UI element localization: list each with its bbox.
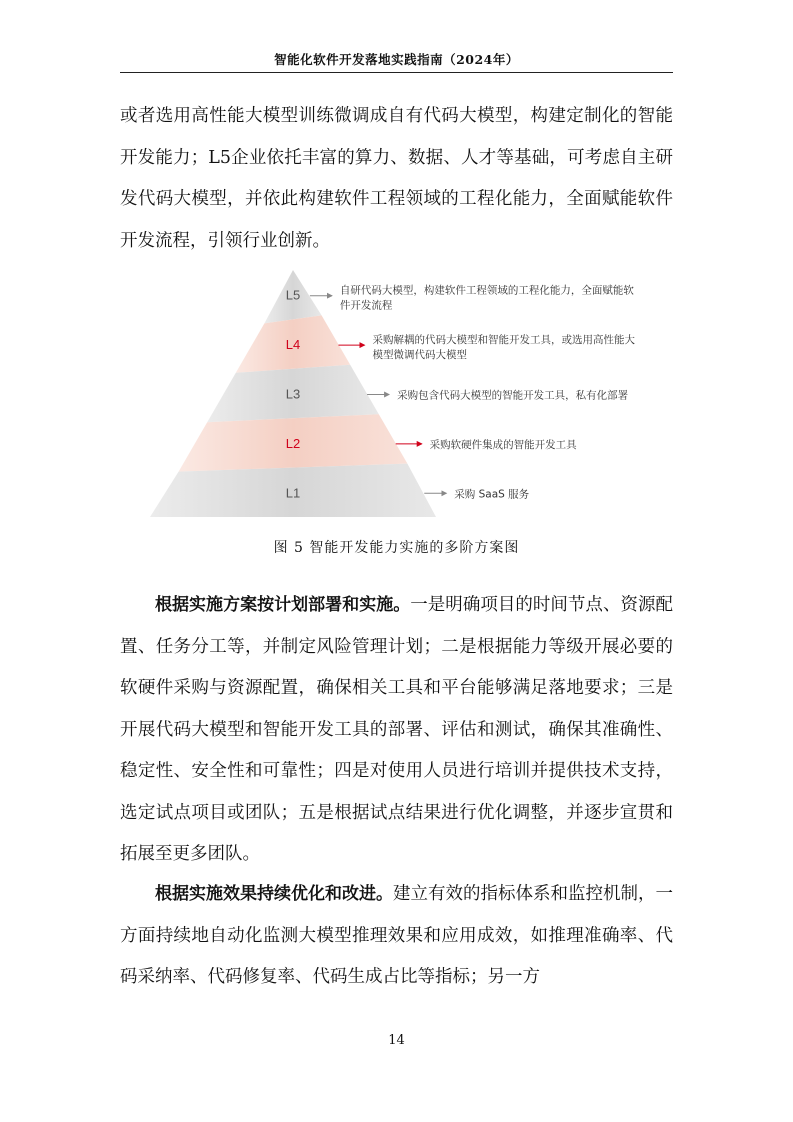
- pyramid-figure: [150, 262, 670, 522]
- pyramid-desc-l1: 采购 SaaS 服务: [454, 488, 530, 501]
- pyramid-level-label-l5: L5: [285, 287, 301, 303]
- paragraph-intro: 或者选用高性能大模型训练微调成自有代码大模型，构建定制化的智能开发能力；L5企业依托丰富的算力、数据、人才等基础，可考虑自主研发代码大模型，并依此构建软件工程领域的工程化能力，全面赋能软件开发流程，引领行业创新。: [120, 106, 673, 251]
- figure-caption: 图 5 智能开发能力实施的多阶方案图: [273, 540, 520, 556]
- pyramid-desc-l3: 采购包含代码大模型的智能开发工具，私有化部署: [397, 389, 629, 402]
- paragraph-optimize-body: 建立有效的指标体系和监控机制，一方面持续地自动化监测大模型推理效果和应用成效，如推理准确率、代码采纳率、代码修复率、代码生成占比等指标；另一方: [120, 884, 673, 987]
- pyramid-level-label-l3: L3: [285, 386, 301, 402]
- page-number: 14: [388, 1033, 405, 1048]
- pyramid-desc-l4-line2: 模型微调代码大模型: [372, 349, 467, 362]
- paragraph-optimize: [120, 874, 673, 999]
- paragraph-deploy-heading: 根据实施方案按计划部署和实施。: [155, 595, 411, 615]
- pyramid-level-label-l4: L4: [285, 337, 301, 353]
- pyramid-desc-l5-line2: 件开发流程: [339, 299, 393, 312]
- pyramid-diagram: [150, 262, 670, 522]
- pyramid-level-label-l1: L1: [285, 485, 301, 501]
- pyramid-level-label-l2: L2: [285, 435, 301, 451]
- running-header: 智能化软件开发落地实践指南（2024年）: [274, 52, 519, 67]
- pyramid-desc-l5: 自研代码大模型，构建软件工程领域的工程化能力，全面赋能软: [339, 284, 634, 297]
- paragraph-optimize-heading: 根据实施效果持续优化和改进。: [155, 884, 393, 904]
- pyramid-desc-l2: 采购软硬件集成的智能开发工具: [429, 438, 577, 451]
- header-rule: [120, 72, 673, 73]
- pyramid-desc-l4: 采购解耦的代码大模型和智能开发工具，或选用高性能大: [372, 334, 635, 347]
- paragraph-deploy-body: 一是明确项目的时间节点、资源配置、任务分工等，并制定风险管理计划；二是根据能力等级开展必要的软硬件采购与资源配置，确保相关工具和平台能够满足落地要求；三是开展代码大模型和智能开发工具的部署、评估和测试，确保其准确性、稳定性、安全性和可靠性；四是对使用人员进行培训并提供技术支持，选定试点项目或团队；五是根据试点结果进行优化调整，并逐步宣贯和拓展至更多团队。: [120, 595, 674, 864]
- paragraph-deploy: [120, 585, 673, 876]
